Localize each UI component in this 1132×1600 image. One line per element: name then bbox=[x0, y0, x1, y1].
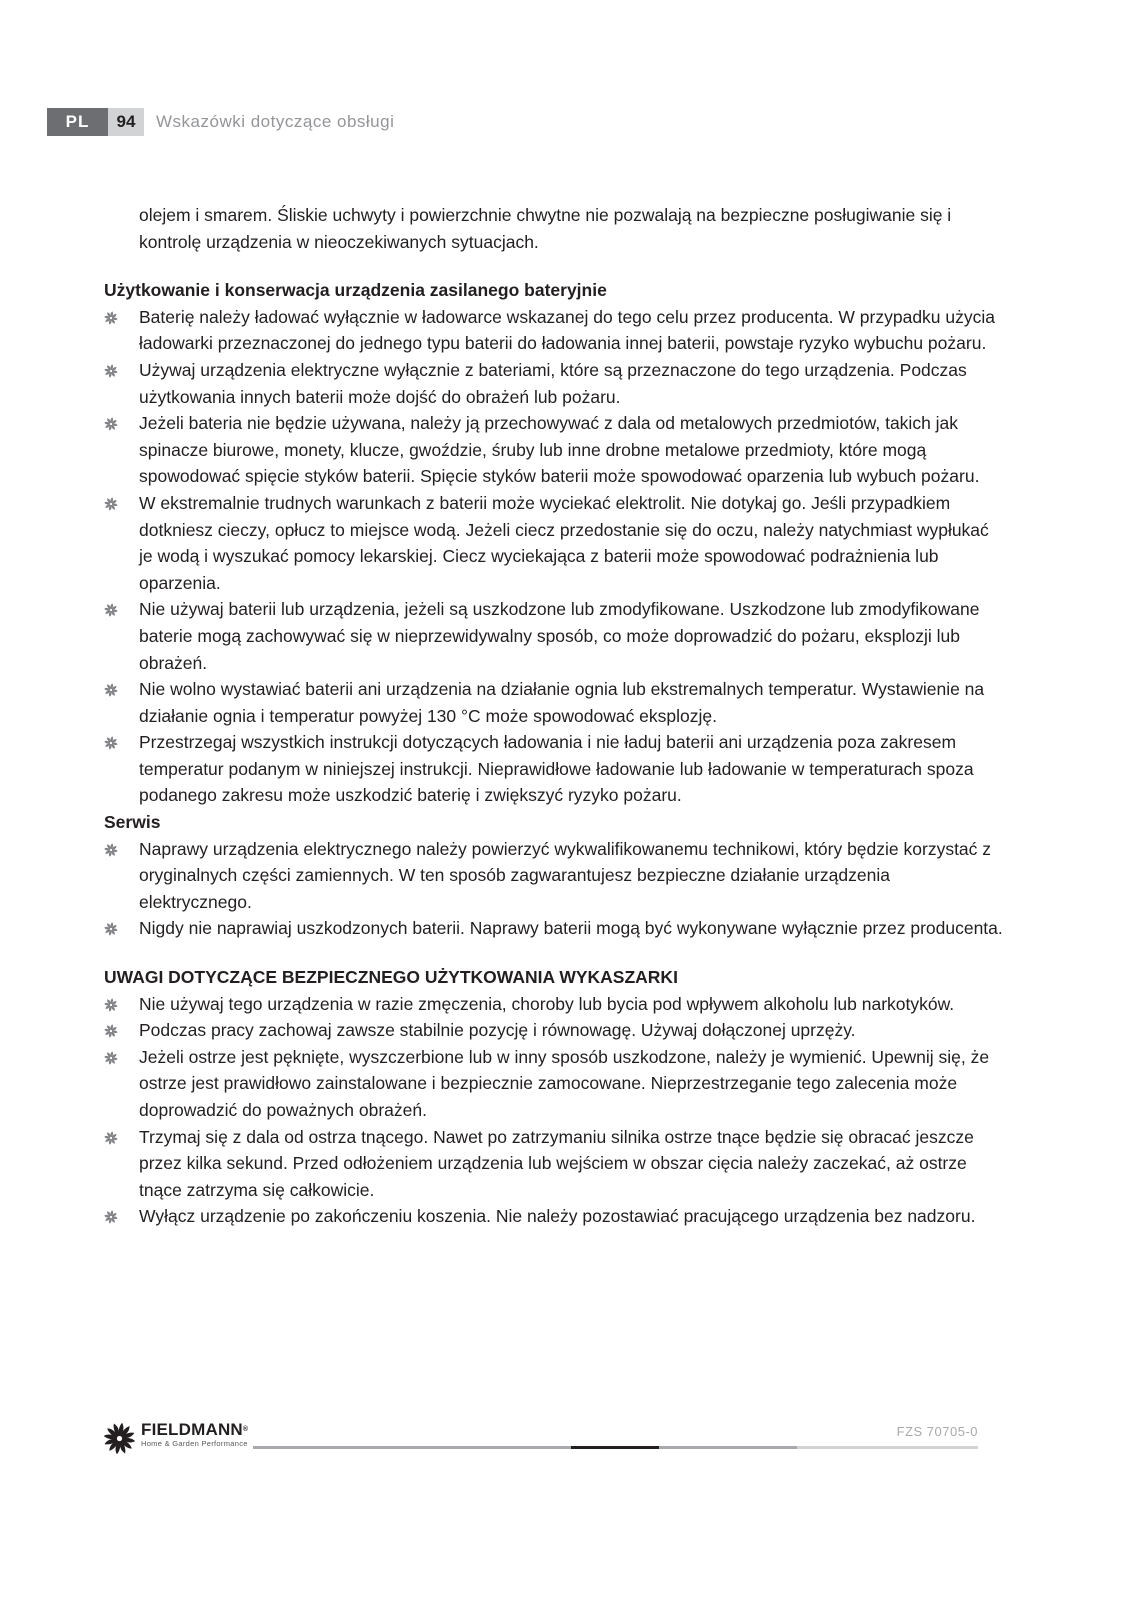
fieldmann-swirl-logo-icon bbox=[102, 1421, 137, 1456]
document-body bbox=[104, 202, 1004, 1230]
flower-bullet-icon bbox=[104, 922, 118, 936]
list-item-text: Jeżeli ostrze jest pęknięte, wyszczerbione lub w inny sposób uszkodzone, należy je wymienić. Upewnij się, że ostrze jest prawidłowo zainstalowane i bezpiecznie zamocowane. Nieprzestrzeganie tego zalecenia może doprowadzić do poważnych obrażeń. bbox=[139, 1046, 990, 1120]
list-item bbox=[104, 915, 1004, 942]
list-item bbox=[104, 676, 1004, 729]
list-item-text: Podczas pracy zachowaj zawsze stabilnie pozycję i równowagę. Używaj dołączonej uprzęży. bbox=[139, 1020, 856, 1041]
page-header bbox=[47, 108, 394, 136]
bullet-list-service bbox=[104, 836, 1004, 942]
list-item bbox=[104, 1044, 1004, 1124]
list-item-text: W ekstremalnie trudnych warunkach z baterii może wyciekać elektrolit. Nie dotykaj go. Jeśli przypadkiem dotkniesz cieczy, opłucz to miejsce wodą. Jeżeli ciecz przedostanie się do oczu, należy natychmiast wypłukać je wodą i wyszukać pomocy lekarskiej. Ciecz wyciekająca z baterii może spowodować podrażnienia lub oparzenia. bbox=[139, 492, 989, 593]
list-item-text: Używaj urządzenia elektryczne wyłącznie z bateriami, które są przeznaczone do tego urządzenia. Podczas użytkowania innych baterii może dojść do obrażeń lub pożaru. bbox=[139, 359, 967, 407]
list-item-text: Baterię należy ładować wyłącznie w ładowarce wskazanej do tego celu przez producenta. W przypadku użycia ładowarki przeznaczonej do jednego typu baterii do ładowania innej baterii, powstaje ryzyko wybuchu pożaru. bbox=[139, 306, 995, 354]
list-item-text: Jeżeli bateria nie będzie używana, należy ją przechowywać z dala od metalowych przedmiotów, takich jak spinacze biurowe, monety, klucze, gwoździe, śruby lub inne drobne metalowe przedmioty, które mogą spowodować spięcie styków baterii. Spięcie styków baterii może spowodować oparzenia lub wybuch pożaru. bbox=[139, 413, 980, 487]
list-item bbox=[104, 357, 1004, 410]
flower-bullet-icon bbox=[104, 683, 118, 697]
list-item-text: Naprawy urządzenia elektrycznego należy powierzyć wykwalifikowanemu technikowi, który będzie korzystać z oryginalnych części zamiennych. W ten sposób zagwarantujesz bezpieczne działanie urządzenia elektrycznego. bbox=[139, 838, 992, 912]
list-item-text: Trzymaj się z dala od ostrza tnącego. Nawet po zatrzymaniu silnika ostrze tnące będzie się obracać jeszcze przez kilka sekund. Przed odłożeniem urządzenia lub wejściem w obszar cięcia należy zaczekać, aż ostrze tnące zatrzyma się całkowicie. bbox=[139, 1126, 974, 1200]
list-item bbox=[104, 304, 1004, 357]
flower-bullet-icon bbox=[104, 1024, 118, 1038]
list-item-text: Wyłącz urządzenie po zakończeniu koszenia. Nie należy pozostawiać pracującego urządzenia bez nadzoru. bbox=[139, 1206, 976, 1227]
flower-bullet-icon bbox=[104, 1051, 118, 1065]
footer-rule-segment bbox=[659, 1446, 797, 1449]
list-item bbox=[104, 729, 1004, 809]
footer-rule-segment bbox=[797, 1446, 978, 1449]
flower-bullet-icon bbox=[104, 736, 118, 750]
language-tab: PL bbox=[47, 108, 108, 136]
footer-rule-segment bbox=[571, 1446, 659, 1449]
list-item bbox=[104, 410, 1004, 490]
list-item bbox=[104, 991, 1004, 1018]
list-item bbox=[104, 836, 1004, 916]
brand-logo bbox=[102, 1421, 248, 1456]
bullet-list-trimmer-safety bbox=[104, 991, 1004, 1230]
registered-mark: ® bbox=[242, 1426, 249, 1433]
flower-bullet-icon bbox=[104, 497, 118, 511]
flower-bullet-icon bbox=[104, 1210, 118, 1224]
brand-name bbox=[141, 1421, 248, 1439]
list-item-text: Przestrzegaj wszystkich instrukcji dotyczących ładowania i nie ładuj baterii ani urządzenia poza zakresem temperatur podanym w niniejszej instrukcji. Nieprawidłowe ładowanie lub ładowanie w temperaturach spoza podanego zakresu może uszkodzić baterię i zwiększyć ryzyko pożaru. bbox=[139, 732, 974, 806]
list-item-text: Nigdy nie naprawiaj uszkodzonych baterii. Naprawy baterii mogą być wykonywane wyłącznie przez producenta. bbox=[139, 918, 1003, 939]
list-item bbox=[104, 1017, 1004, 1044]
model-code: FZS 70705-0 bbox=[896, 1424, 978, 1439]
list-item-text: Nie używaj baterii lub urządzenia, jeżeli są uszkodzone lub zmodyfikowane. Uszkodzone lub zmodyfikowane baterie mogą zachowywać się w nieprzewidywalny sposób, co może doprowadzić do pożaru, eksplozji lub obrażeń. bbox=[139, 599, 980, 673]
flower-bullet-icon bbox=[104, 843, 118, 857]
flower-bullet-icon bbox=[104, 311, 118, 325]
list-item-text: Nie wolno wystawiać baterii ani urządzenia na działanie ognia lub ekstremalnych temperatur. Wystawienie na działanie ognia i temperatur powyżej 130 °C może spowodować eksplozję. bbox=[139, 679, 985, 726]
list-item bbox=[104, 596, 1004, 676]
list-item-text: Nie używaj tego urządzenia w razie zmęczenia, choroby lub bycia pod wpływem alkoholu lub narkotyków. bbox=[139, 993, 955, 1014]
brand-name-text: FIELDMANN bbox=[141, 1420, 243, 1439]
page-number: 94 bbox=[108, 108, 144, 136]
lead-paragraph: olejem i smarem. Śliskie uchwyty i powierzchnie chwytne nie pozwalają na bezpieczne posługiwanie się i kontrolę urządzenia w nieoczekiwanych sytuacjach. bbox=[139, 205, 952, 252]
flower-bullet-icon bbox=[104, 603, 118, 617]
section-heading-service: Serwis bbox=[104, 812, 161, 833]
brand-tagline: Home & Garden Performance bbox=[141, 1439, 248, 1448]
flower-bullet-icon bbox=[104, 1131, 118, 1145]
list-item bbox=[104, 1203, 1004, 1230]
footer-rule-segment bbox=[253, 1446, 571, 1449]
bullet-list-battery bbox=[104, 304, 1004, 809]
header-title: Wskazówki dotyczące obsługi bbox=[156, 112, 395, 131]
section-heading-trimmer-safety: UWAGI DOTYCZĄCE BEZPIECZNEGO UŻYTKOWANIA WYKASZARKI bbox=[104, 967, 678, 988]
list-item bbox=[104, 1124, 1004, 1204]
section-heading-battery: Użytkowanie i konserwacja urządzenia zasilanego bateryjnie bbox=[104, 280, 607, 301]
flower-bullet-icon bbox=[104, 998, 118, 1012]
list-item bbox=[104, 490, 1004, 596]
flower-bullet-icon bbox=[104, 417, 118, 431]
flower-bullet-icon bbox=[104, 364, 118, 378]
